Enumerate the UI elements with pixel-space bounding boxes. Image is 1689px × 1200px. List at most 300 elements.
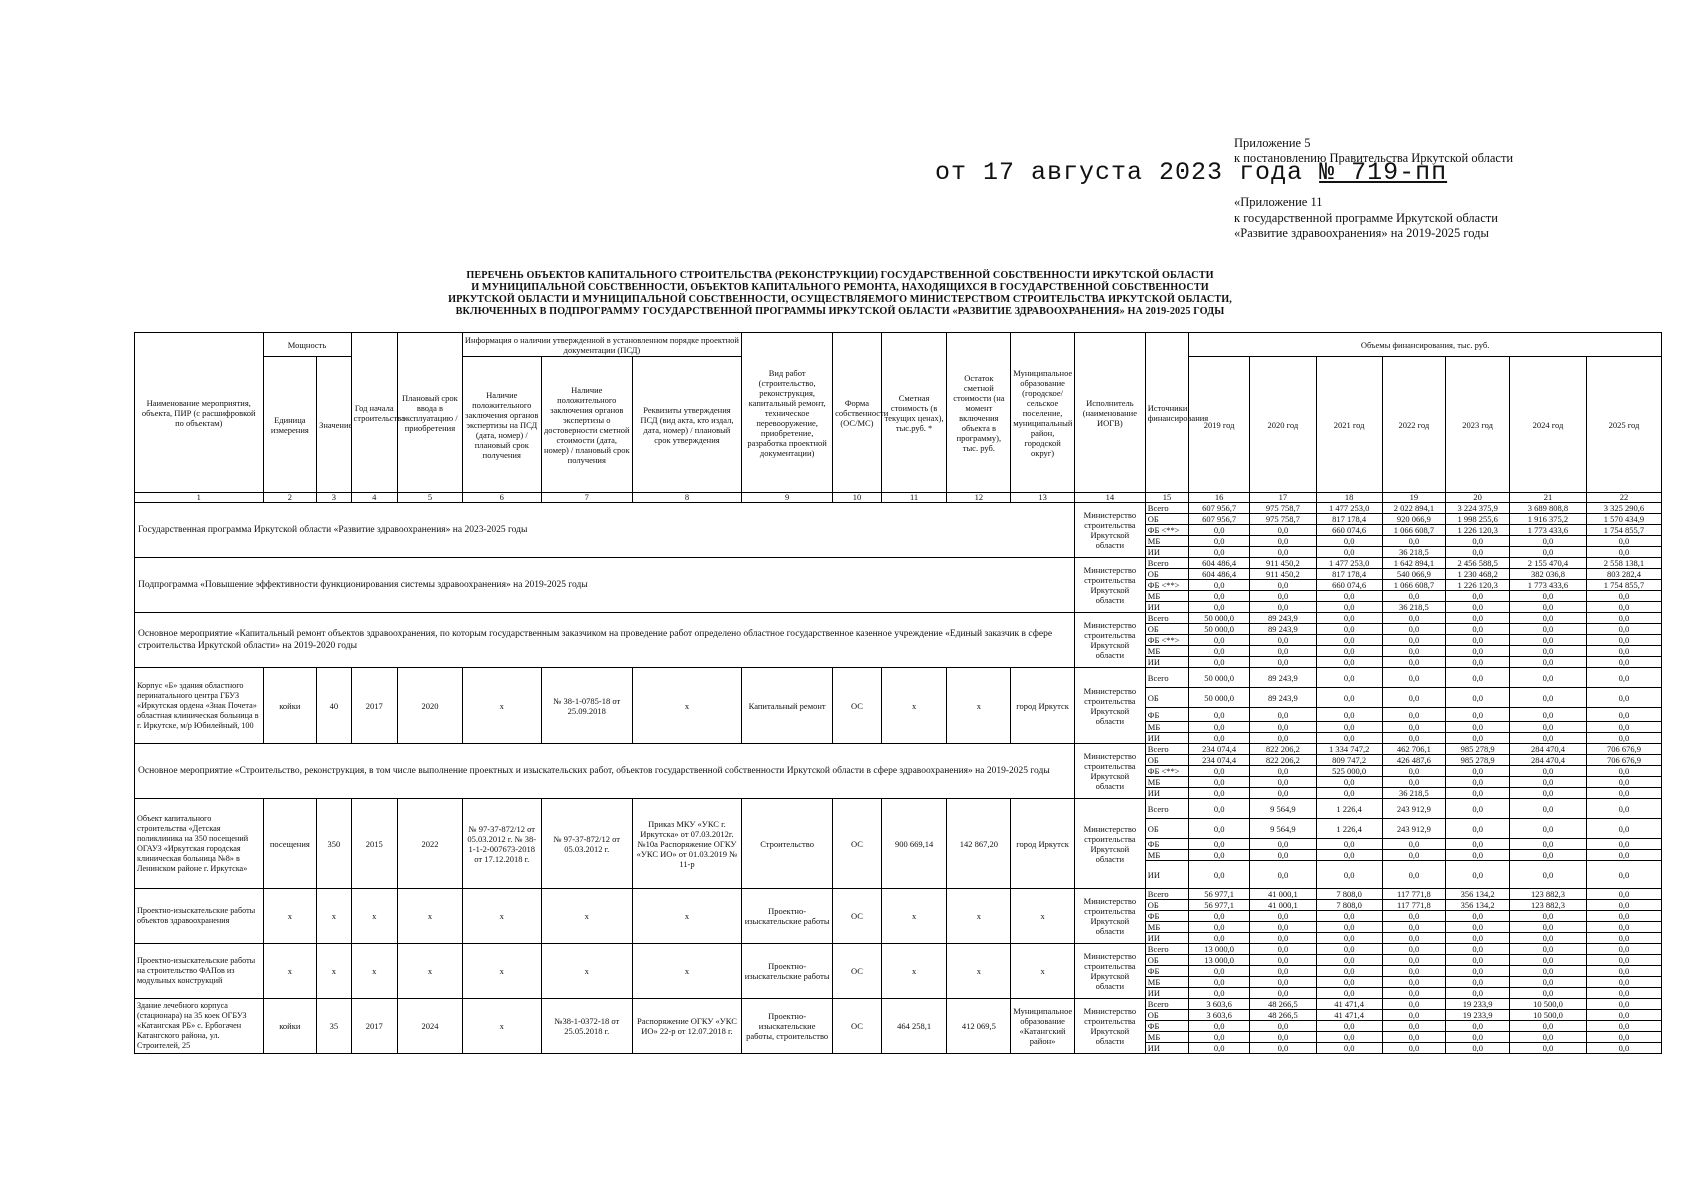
header-value: Значение [317, 357, 351, 493]
funding-value: 706 676,9 [1586, 755, 1661, 766]
funding-value: 1 570 434,9 [1586, 514, 1661, 525]
column-number: 17 [1249, 493, 1316, 503]
funding-source: ИИ [1145, 602, 1189, 613]
funding-value: 0,0 [1316, 988, 1382, 999]
stamp-date: от 17 августа 2023 года [935, 158, 1304, 187]
funding-value: 0,0 [1316, 668, 1382, 688]
funding-value: 0,0 [1382, 688, 1446, 708]
funding-source: ИИ [1145, 657, 1189, 668]
funding-value: 0,0 [1316, 788, 1382, 799]
object-est-cost: 900 669,14 [881, 799, 947, 889]
funding-value: 0,0 [1382, 668, 1446, 688]
column-number: 11 [881, 493, 947, 503]
executor-cell: Министерство строительства Иркутской области [1074, 558, 1145, 613]
object-psd-cost: x [541, 944, 632, 999]
funding-value: 0,0 [1249, 722, 1316, 733]
funding-source: ФБ [1145, 911, 1189, 922]
funding-value: 911 450,2 [1249, 558, 1316, 569]
funding-value: 0,0 [1316, 1021, 1382, 1032]
funding-value: 89 243,9 [1249, 688, 1316, 708]
funding-value: 0,0 [1382, 850, 1446, 861]
funding-value: 0,0 [1189, 777, 1250, 788]
header-plan-term: Плановый срок ввода в эксплуатацию / приобретения [398, 333, 463, 493]
object-start-year: 2017 [351, 999, 398, 1054]
document-title [400, 270, 1280, 318]
funding-source: ОБ [1145, 819, 1189, 839]
funding-value: 0,0 [1446, 988, 1510, 999]
funding-value: 0,0 [1382, 766, 1446, 777]
funding-value: 0,0 [1510, 613, 1587, 624]
funding-value: 0,0 [1510, 777, 1587, 788]
funding-value: 0,0 [1249, 635, 1316, 646]
funding-value: 0,0 [1446, 602, 1510, 613]
funding-source: МБ [1145, 850, 1189, 861]
funding-source: ИИ [1145, 788, 1189, 799]
funding-value: 0,0 [1446, 646, 1510, 657]
funding-value: 0,0 [1249, 988, 1316, 999]
funding-value: 0,0 [1189, 635, 1250, 646]
funding-value: 50 000,0 [1189, 613, 1250, 624]
funding-value: 607 956,7 [1189, 503, 1250, 514]
object-psd-expert: x [462, 668, 541, 744]
funding-source: Всего [1145, 558, 1189, 569]
funding-value: 3 603,6 [1189, 1010, 1250, 1021]
header-municipality: Муниципальное образование (городское/сельское поселение, муниципальный район, городской округ) [1011, 333, 1075, 493]
funding-value: 0,0 [1316, 839, 1382, 850]
funding-value: 3 603,6 [1189, 999, 1250, 1010]
funding-source: МБ [1145, 646, 1189, 657]
funding-value: 0,0 [1249, 977, 1316, 988]
object-name: Корпус «Б» здания областного перинатального центра ГБУЗ «Иркутская ордена «Знак Почета» областная клиническая больница в г. Иркутске, м/р Юбилейный, 100 [135, 668, 264, 744]
funding-value: 0,0 [1316, 646, 1382, 657]
funding-value: 0,0 [1446, 955, 1510, 966]
funding-value: 56 977,1 [1189, 900, 1250, 911]
funding-value: 0,0 [1510, 861, 1587, 889]
funding-value: 0,0 [1446, 688, 1510, 708]
funding-value: 356 134,2 [1446, 900, 1510, 911]
funding-value: 0,0 [1510, 966, 1587, 977]
funding-value: 660 074,6 [1316, 525, 1382, 536]
object-plan-year: 2022 [398, 799, 463, 889]
funding-value: 0,0 [1189, 733, 1250, 744]
funding-value: 1 066 608,7 [1382, 525, 1446, 536]
funding-value: 3 325 290,6 [1586, 503, 1661, 514]
funding-source: Всего [1145, 668, 1189, 688]
funding-value: 243 912,9 [1382, 819, 1446, 839]
funding-value: 41 000,1 [1249, 900, 1316, 911]
funding-value: 2 022 894,1 [1382, 503, 1446, 514]
object-work-type: Проектно-изыскательские работы, строительство [742, 999, 833, 1054]
funding-value: 0,0 [1382, 708, 1446, 722]
funding-value: 0,0 [1510, 955, 1587, 966]
funding-source: Всего [1145, 799, 1189, 819]
funding-value: 0,0 [1510, 657, 1587, 668]
table-row [135, 744, 1662, 755]
funding-value: 0,0 [1586, 602, 1661, 613]
funding-value: 0,0 [1382, 591, 1446, 602]
funding-value: 0,0 [1510, 933, 1587, 944]
header-work-type: Вид работ (строительство, реконструкция, капитальный ремонт, техническое перевооружение, приобретение, разработка проектной документации) [742, 333, 833, 493]
object-psd-expert: x [462, 944, 541, 999]
funding-value: 0,0 [1249, 911, 1316, 922]
funding-value: 0,0 [1510, 977, 1587, 988]
funding-value: 9 564,9 [1249, 819, 1316, 839]
header-psd-cost: Наличие положительного заключения органов экспертизы о достоверности сметной стоимости (дата, номер) / плановый срок получения [541, 357, 632, 493]
funding-value: 0,0 [1446, 799, 1510, 819]
funding-value: 0,0 [1382, 777, 1446, 788]
funding-value: 13 000,0 [1189, 955, 1250, 966]
header-executor: Исполнитель (наименование ИОГВ) [1074, 333, 1145, 493]
funding-value: 284 470,4 [1510, 755, 1587, 766]
object-plan-year: x [398, 889, 463, 944]
funding-value: 0,0 [1586, 591, 1661, 602]
column-number: 21 [1510, 493, 1587, 503]
column-number: 22 [1586, 493, 1661, 503]
funding-value: 0,0 [1249, 922, 1316, 933]
column-number: 18 [1316, 493, 1382, 503]
header-remain: Остаток сметной стоимости (на момент включения объекта в программу), тыс. руб. [947, 333, 1011, 493]
funding-value: 0,0 [1249, 766, 1316, 777]
funding-value: 284 470,4 [1510, 744, 1587, 755]
header-psd-info: Информация о наличии утвержденной в установленном порядке проектной документации (ПСД) [462, 333, 741, 357]
funding-value: 604 486,4 [1189, 569, 1250, 580]
funding-value: 0,0 [1446, 839, 1510, 850]
funding-value: 0,0 [1382, 733, 1446, 744]
funding-value: 0,0 [1382, 536, 1446, 547]
column-number: 9 [742, 493, 833, 503]
funding-value: 911 450,2 [1249, 569, 1316, 580]
funding-value: 0,0 [1586, 536, 1661, 547]
object-est-cost: x [881, 889, 947, 944]
column-number: 4 [351, 493, 398, 503]
funding-value: 0,0 [1249, 933, 1316, 944]
funding-value: 0,0 [1382, 1032, 1446, 1043]
funding-value: 0,0 [1510, 850, 1587, 861]
funding-value: 0,0 [1510, 708, 1587, 722]
funding-value: 1 230 468,2 [1446, 569, 1510, 580]
funding-value: 0,0 [1189, 602, 1250, 613]
funding-value: 0,0 [1316, 547, 1382, 558]
funding-value: 0,0 [1586, 839, 1661, 850]
appendix11-line1: «Приложение 11 [1234, 195, 1323, 209]
object-plan-year: 2020 [398, 668, 463, 744]
funding-value: 0,0 [1510, 646, 1587, 657]
table-row [135, 799, 1662, 819]
funding-value: 0,0 [1316, 657, 1382, 668]
funding-value: 41 471,4 [1316, 999, 1382, 1010]
funding-value: 920 066,9 [1382, 514, 1446, 525]
funding-value: 809 747,2 [1316, 755, 1382, 766]
funding-value: 356 134,2 [1446, 889, 1510, 900]
column-number: 10 [833, 493, 882, 503]
funding-value: 0,0 [1510, 668, 1587, 688]
funding-value: 0,0 [1249, 955, 1316, 966]
funding-value: 0,0 [1586, 733, 1661, 744]
section-title: Государственная программа Иркутской области «Развитие здравоохранения» на 2023-2025 годы [135, 503, 1075, 558]
funding-value: 0,0 [1249, 591, 1316, 602]
object-psd-cost: №38-1-0372-18 от 25.05.2018 г. [541, 999, 632, 1054]
funding-value: 0,0 [1446, 1043, 1510, 1054]
column-number: 16 [1189, 493, 1250, 503]
funding-source: ИИ [1145, 547, 1189, 558]
appendix11-header [1234, 195, 1498, 242]
funding-value: 0,0 [1189, 1043, 1250, 1054]
funding-source: ОБ [1145, 755, 1189, 766]
funding-value: 0,0 [1249, 966, 1316, 977]
funding-value: 1 226,4 [1316, 799, 1382, 819]
column-number: 14 [1074, 493, 1145, 503]
funding-value: 0,0 [1586, 708, 1661, 722]
funding-value: 13 000,0 [1189, 944, 1250, 955]
funding-value: 0,0 [1382, 922, 1446, 933]
appendix-line2: к постановлению Правительства Иркутской области [1234, 151, 1514, 165]
funding-value: 0,0 [1510, 624, 1587, 635]
executor-cell: Министерство строительства Иркутской области [1074, 668, 1145, 744]
funding-value: 0,0 [1189, 722, 1250, 733]
funding-source: МБ [1145, 777, 1189, 788]
header-source: Источники финансирования [1145, 333, 1189, 493]
funding-source: МБ [1145, 591, 1189, 602]
funding-value: 0,0 [1510, 635, 1587, 646]
object-psd-cost: x [541, 889, 632, 944]
funding-value: 0,0 [1446, 922, 1510, 933]
funding-value: 0,0 [1189, 708, 1250, 722]
funding-value: 382 036,8 [1510, 569, 1587, 580]
funding-value: 1 642 894,1 [1382, 558, 1446, 569]
funding-value: 0,0 [1316, 955, 1382, 966]
executor-cell: Министерство строительства Иркутской области [1074, 613, 1145, 668]
funding-value: 1 334 747,2 [1316, 744, 1382, 755]
header-year-2022: 2022 год [1382, 357, 1446, 493]
funding-value: 426 487,6 [1382, 755, 1446, 766]
funding-value: 0,0 [1249, 777, 1316, 788]
funding-value: 975 758,7 [1249, 503, 1316, 514]
column-number: 2 [263, 493, 317, 503]
funding-value: 0,0 [1189, 922, 1250, 933]
funding-value: 0,0 [1586, 788, 1661, 799]
funding-source: МБ [1145, 922, 1189, 933]
funding-value: 0,0 [1586, 999, 1661, 1010]
funding-value: 50 000,0 [1189, 688, 1250, 708]
funding-value: 0,0 [1382, 1010, 1446, 1021]
funding-value: 0,0 [1510, 733, 1587, 744]
funding-value: 41 000,1 [1249, 889, 1316, 900]
funding-source: ФБ <**> [1145, 766, 1189, 777]
section-title: Подпрограмма «Повышение эффективности функционирования системы здравоохранения» на 2019-2025 годы [135, 558, 1075, 613]
funding-value: 0,0 [1510, 602, 1587, 613]
funding-value: 0,0 [1586, 635, 1661, 646]
table-row [135, 944, 1662, 955]
funding-value: 0,0 [1446, 977, 1510, 988]
object-municipality: Муниципальное образование «Катангский район» [1011, 999, 1075, 1054]
funding-value: 0,0 [1189, 536, 1250, 547]
section-title: Основное мероприятие «Капитальный ремонт объектов здравоохранения, по которым государственным заказчиком на проведение работ определено областное государственное казенное учреждение «Единый заказчик в сфере строительства Иркутской области» на 2019-2020 годы [135, 613, 1075, 668]
funding-value: 0,0 [1249, 657, 1316, 668]
funding-source: ОБ [1145, 900, 1189, 911]
funding-value: 1 773 433,6 [1510, 580, 1587, 591]
funding-value: 0,0 [1249, 944, 1316, 955]
funding-value: 0,0 [1586, 955, 1661, 966]
funding-source: Всего [1145, 503, 1189, 514]
funding-value: 0,0 [1189, 580, 1250, 591]
funding-value: 0,0 [1446, 657, 1510, 668]
funding-source: ОБ [1145, 624, 1189, 635]
funding-value: 0,0 [1382, 944, 1446, 955]
funding-value: 0,0 [1382, 999, 1446, 1010]
funding-value: 525 000,0 [1316, 766, 1382, 777]
funding-value: 10 500,0 [1510, 999, 1587, 1010]
object-name: Здание лечебного корпуса (стационара) на 35 коек ОГБУЗ «Катангская РБ» с. Ербогачен Катангского района, ул. Строителей, 25 [135, 999, 264, 1054]
object-name: Проектно-изыскательские работы объектов здравоохранения [135, 889, 264, 944]
funding-source: Всего [1145, 944, 1189, 955]
table-row [135, 889, 1662, 900]
executor-cell: Министерство строительства Иркутской области [1074, 944, 1145, 999]
funding-value: 0,0 [1510, 788, 1587, 799]
object-unit: x [263, 944, 317, 999]
funding-value: 0,0 [1382, 613, 1446, 624]
funding-value: 0,0 [1316, 688, 1382, 708]
funding-value: 0,0 [1446, 911, 1510, 922]
funding-value: 0,0 [1510, 1032, 1587, 1043]
funding-source: МБ [1145, 1032, 1189, 1043]
funding-value: 0,0 [1189, 799, 1250, 819]
funding-value: 0,0 [1446, 766, 1510, 777]
funding-value: 0,0 [1446, 613, 1510, 624]
funding-value: 117 771,8 [1382, 889, 1446, 900]
funding-value: 0,0 [1316, 733, 1382, 744]
header-psd-expert: Наличие положительного заключения органов экспертизы на ПСД (дата, номер) / плановый срок получения [462, 357, 541, 493]
funding-value: 0,0 [1446, 944, 1510, 955]
funding-source: ФБ [1145, 708, 1189, 722]
object-psd-req: x [632, 944, 741, 999]
funding-value: 89 243,9 [1249, 624, 1316, 635]
funding-value: 0,0 [1382, 635, 1446, 646]
funding-value: 0,0 [1316, 602, 1382, 613]
column-number: 13 [1011, 493, 1075, 503]
funding-value: 3 224 375,9 [1446, 503, 1510, 514]
executor-cell: Министерство строительства Иркутской области [1074, 889, 1145, 944]
funding-value: 0,0 [1586, 1043, 1661, 1054]
funding-value: 0,0 [1382, 911, 1446, 922]
funding-value: 123 882,3 [1510, 889, 1587, 900]
funding-value: 0,0 [1446, 591, 1510, 602]
funding-value: 0,0 [1316, 966, 1382, 977]
funding-value: 117 771,8 [1382, 900, 1446, 911]
title-line1: ПЕРЕЧЕНЬ ОБЪЕКТОВ КАПИТАЛЬНОГО СТРОИТЕЛЬСТВА (РЕКОНСТРУКЦИИ) ГОСУДАРСТВЕННОЙ СОБСТВЕННОСТИ ИРКУТСКОЙ ОБЛАСТИ [466, 270, 1214, 281]
object-municipality: город Иркутск [1011, 799, 1075, 889]
funding-value: 0,0 [1510, 766, 1587, 777]
funding-value: 2 558 138,1 [1586, 558, 1661, 569]
object-psd-expert: x [462, 889, 541, 944]
funding-value: 1 226 120,3 [1446, 580, 1510, 591]
object-psd-expert: x [462, 999, 541, 1054]
funding-value: 0,0 [1446, 708, 1510, 722]
funding-value: 0,0 [1189, 850, 1250, 861]
funding-value: 0,0 [1249, 733, 1316, 744]
funding-value: 975 758,7 [1249, 514, 1316, 525]
object-plan-year: 2024 [398, 999, 463, 1054]
funding-value: 0,0 [1382, 977, 1446, 988]
funding-source: МБ [1145, 536, 1189, 547]
funding-value: 19 233,9 [1446, 1010, 1510, 1021]
section-title: Основное мероприятие «Строительство, реконструкция, в том числе выполнение проектных и изыскательских работ, объектов государственной собственности Иркутской области в сфере здравоохранения» на 2019-2025 годы [135, 744, 1075, 799]
header-year-2023: 2023 год [1446, 357, 1510, 493]
funding-value: 0,0 [1586, 613, 1661, 624]
funding-value: 0,0 [1510, 944, 1587, 955]
header-year-2024: 2024 год [1510, 357, 1587, 493]
capital-objects-table [134, 332, 1662, 1054]
object-est-cost: x [881, 944, 947, 999]
column-number: 8 [632, 493, 741, 503]
funding-source: Всего [1145, 613, 1189, 624]
object-ownership: ОС [833, 889, 882, 944]
object-work-type: Проектно-изыскательские работы [742, 944, 833, 999]
funding-value: 0,0 [1586, 1032, 1661, 1043]
object-name: Проектно-изыскательские работы на строительство ФАПов из модульных конструкций [135, 944, 264, 999]
funding-value: 48 266,5 [1249, 1010, 1316, 1021]
object-value: 35 [317, 999, 351, 1054]
funding-value: 0,0 [1586, 861, 1661, 889]
funding-value: 660 074,6 [1316, 580, 1382, 591]
object-ownership: ОС [833, 799, 882, 889]
object-unit: посещения [263, 799, 317, 889]
funding-value: 0,0 [1446, 733, 1510, 744]
object-unit: койки [263, 668, 317, 744]
funding-value: 0,0 [1446, 850, 1510, 861]
funding-source: ИИ [1145, 1043, 1189, 1054]
funding-value: 0,0 [1510, 988, 1587, 999]
funding-value: 817 178,4 [1316, 514, 1382, 525]
funding-value: 0,0 [1446, 861, 1510, 889]
funding-value: 19 233,9 [1446, 999, 1510, 1010]
funding-source: ФБ [1145, 839, 1189, 850]
funding-value: 0,0 [1316, 708, 1382, 722]
column-number: 1 [135, 493, 264, 503]
funding-value: 0,0 [1510, 911, 1587, 922]
funding-source: ИИ [1145, 861, 1189, 889]
object-plan-year: x [398, 944, 463, 999]
funding-value: 0,0 [1586, 777, 1661, 788]
funding-value: 822 206,2 [1249, 755, 1316, 766]
funding-source: ФБ [1145, 1021, 1189, 1032]
funding-value: 803 282,4 [1586, 569, 1661, 580]
funding-value: 0,0 [1189, 766, 1250, 777]
funding-value: 0,0 [1189, 977, 1250, 988]
object-psd-cost: № 38-1-0785-18 от 25.09.2018 [541, 668, 632, 744]
funding-value: 0,0 [1249, 861, 1316, 889]
object-remain: x [947, 668, 1011, 744]
resolution-stamp [935, 158, 1447, 187]
funding-value: 0,0 [1446, 788, 1510, 799]
funding-value: 0,0 [1586, 922, 1661, 933]
column-number: 12 [947, 493, 1011, 503]
object-start-year: 2015 [351, 799, 398, 889]
object-start-year: x [351, 889, 398, 944]
table-row [135, 668, 1662, 688]
funding-value: 0,0 [1586, 988, 1661, 999]
funding-value: 0,0 [1510, 819, 1587, 839]
funding-value: 0,0 [1510, 688, 1587, 708]
funding-value: 0,0 [1316, 624, 1382, 635]
funding-source: МБ [1145, 722, 1189, 733]
header-psd-req: Реквизиты утверждения ПСД (вид акта, кто издал, дата, номер) / плановый срок утверждения [632, 357, 741, 493]
column-number: 15 [1145, 493, 1189, 503]
funding-value: 817 178,4 [1316, 569, 1382, 580]
column-number: 7 [541, 493, 632, 503]
funding-value: 0,0 [1249, 788, 1316, 799]
funding-value: 0,0 [1510, 591, 1587, 602]
funding-source: МБ [1145, 977, 1189, 988]
